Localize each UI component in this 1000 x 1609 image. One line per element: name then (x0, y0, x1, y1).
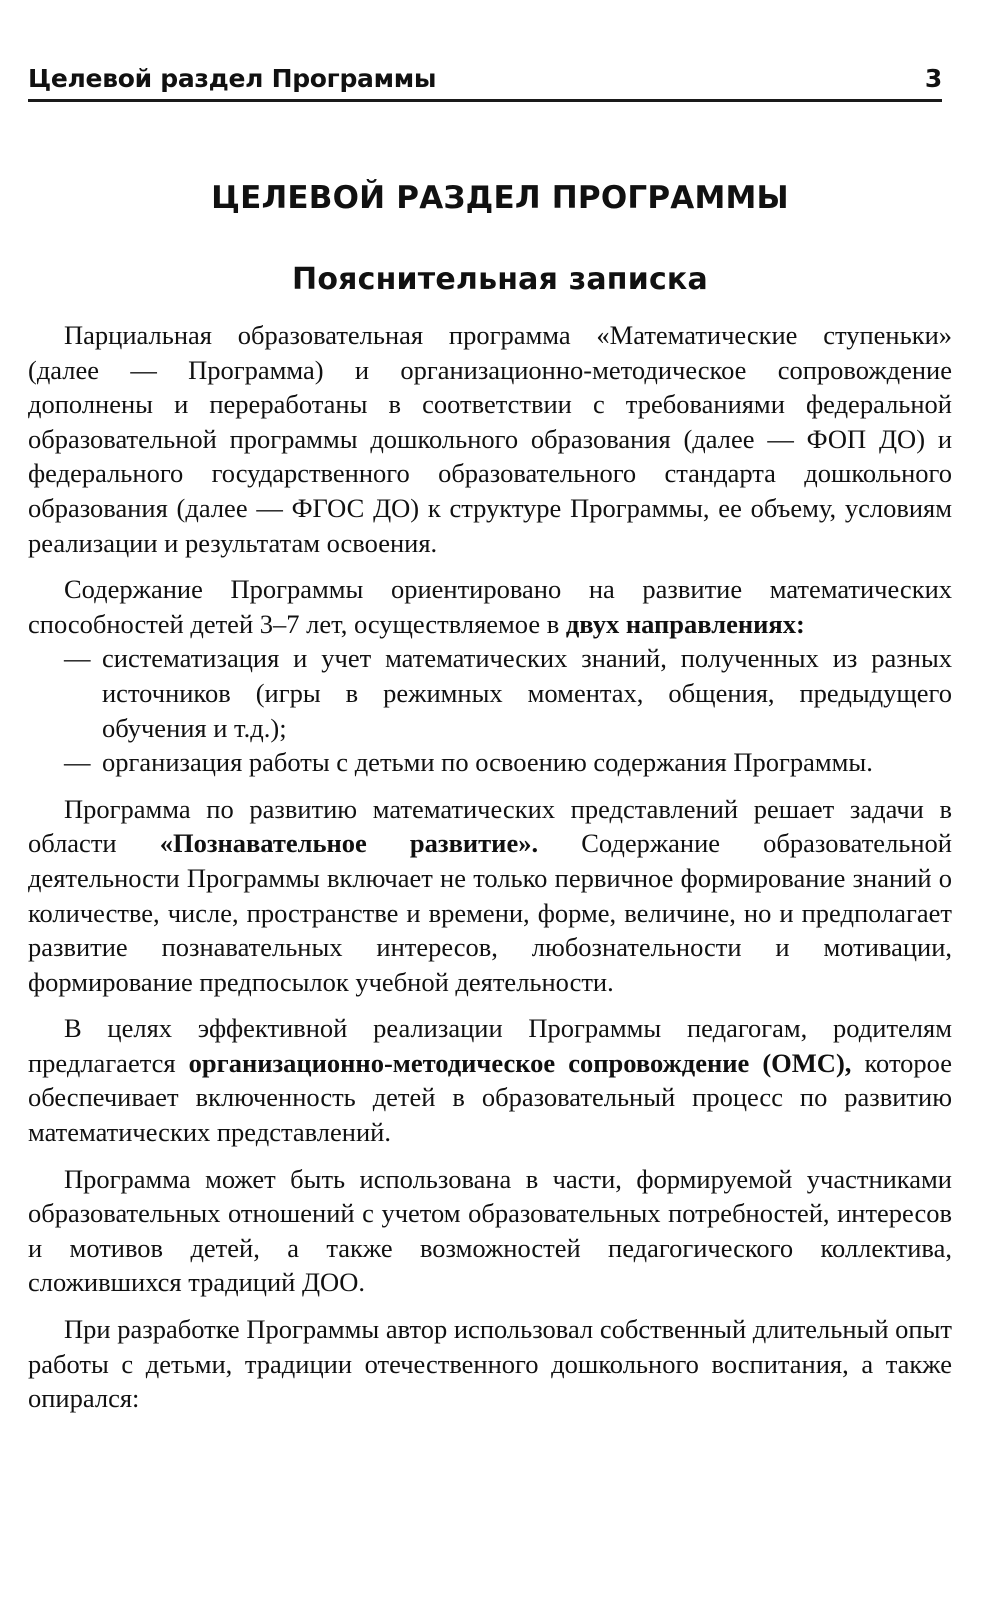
paragraph-3 (28, 792, 952, 1000)
list-item-text: систематизация и учет математических знаний, полученных из разных источников (игры в режимных моментах, общения, предыдущего обучения и т.д.); (102, 643, 952, 743)
paragraph-4 (28, 1011, 952, 1149)
paragraph-2-bold: двух направлениях: (565, 608, 805, 639)
list-item (28, 745, 952, 780)
section-title: Пояснительная записка (292, 262, 708, 297)
paragraph-4-text: В целях эффективной реализации Программы педагогам, родителям предлагается (28, 1013, 952, 1078)
paragraph-3-bold: «Познавательное развитие». (159, 828, 539, 859)
paragraph-2 (28, 572, 952, 641)
paragraph-3-end: Содержание образовательной деятельности Программы включает не только первичное формирование знаний о количестве, числе, пространстве и времени, форме, величине, но и предполагает развитие познавательных интересов, любознательности и мотивации, формирование предпосылок учебной деятельности. (28, 828, 952, 997)
paragraph-4-bold: организационно-методическое сопровождение (ОМС), (188, 1047, 852, 1078)
body-text (28, 318, 952, 1428)
paragraph-1: Парциальная образовательная программа «Математические ступеньки» (далее — Программа) и организационно-методическое сопровождение дополнены и переработаны в соответствии с требованиями федеральной образовательной программы дошкольного образования (далее — ФОП ДО) и федерального государственного образовательного стандарта дошкольного образования (далее — ФГОС ДО) к структуре Программы, ее объему, условиям реализации и результатам освоения. (28, 320, 952, 558)
list-item (28, 641, 952, 745)
list-dash: — (64, 643, 91, 674)
paragraph-4-end: которое обеспечивает включенность детей в образовательный процесс по развитию математических представлений. (28, 1047, 953, 1148)
paragraph-2-text: Содержание Программы ориентировано на развитие математических способностей детей 3–7 лет, осуществляемое в (28, 574, 952, 639)
list-item-text: организация работы с детьми по освоению содержания Программы. (102, 747, 873, 778)
list-dash: — (64, 747, 91, 778)
running-head-title: Целевой раздел Программы (28, 64, 437, 93)
chapter-title: ЦЕЛЕВОЙ РАЗДЕЛ ПРОГРАММЫ (211, 180, 789, 216)
paragraph-3-text: Программа по развитию математических представлений решает задачи в области (28, 793, 952, 859)
running-head (28, 52, 942, 102)
page-number: 3 (924, 64, 942, 93)
directions-list (28, 641, 952, 779)
paragraph-6: При разработке Программы автор использовал собственный длительный опыт работы с детьми, традиции отечественного дошкольного воспитания, а также опирался: (28, 1314, 952, 1414)
paragraph-5: Программа может быть использована в части, формируемой участниками образовательных отношений с учетом образовательных потребностей, интересов и мотивов детей, а также возможностей педагогического коллектива, сложившихся традиций ДОО. (28, 1163, 952, 1298)
